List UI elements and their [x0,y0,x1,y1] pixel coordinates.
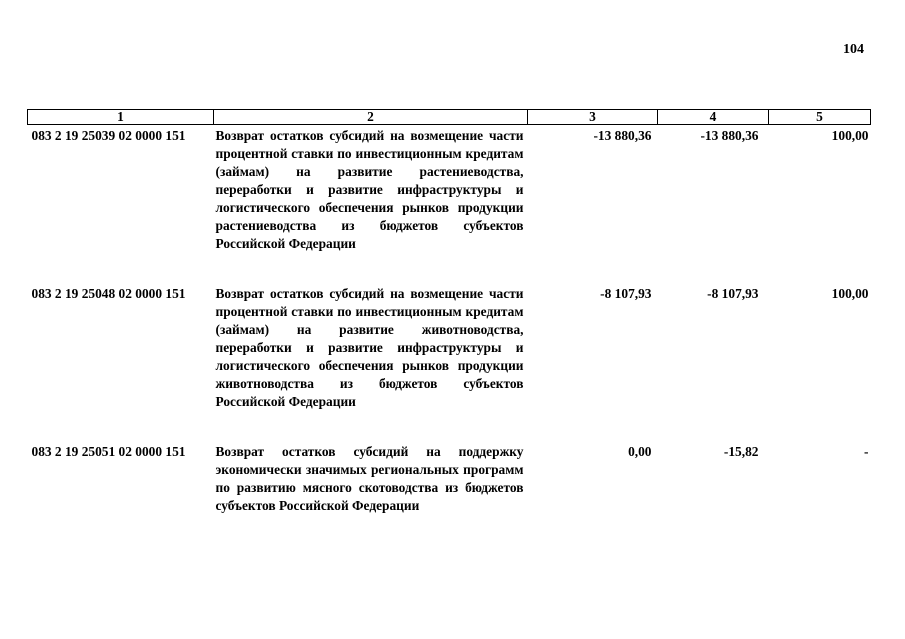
value-col-3: 0,00 [628,444,652,459]
value-col-4: -8 107,93 [707,286,759,301]
header-col-4: 4 [658,110,769,125]
value-col-5: 100,00 [831,128,869,143]
budget-code: 083 2 19 25048 02 0000 151 [31,286,186,301]
table-row [28,283,871,441]
header-col-2: 2 [214,110,528,125]
header-col-5: 5 [769,110,871,125]
value-col-4: -13 880,36 [700,128,759,143]
row-description: Возврат остатков субсидий на возмещение части процентной ставки по инвестиционным кредитам (займам) на развитие растениеводства, переработки и развитие инфраструктуры и логистического обеспечения рынков продукции растениеводства из бюджетов субъектов Российской Федерации [215,128,524,251]
value-col-5: - [864,444,869,459]
header-col-3: 3 [528,110,658,125]
page-number: 104 [843,42,864,57]
value-col-3: -8 107,93 [600,286,652,301]
budget-code: 083 2 19 25051 02 0000 151 [31,444,186,459]
budget-code: 083 2 19 25039 02 0000 151 [31,128,186,143]
table-row [28,125,871,284]
value-col-4: -15,82 [723,444,759,459]
row-description: Возврат остатков субсидий на поддержку экономически значимых региональных программ по развитию мясного скотоводства из бюджетов субъектов Российской Федерации [215,444,524,513]
value-col-5: 100,00 [831,286,869,301]
row-description: Возврат остатков субсидий на возмещение части процентной ставки по инвестиционным кредитам (займам) на развитие животноводства, переработки и развитие инфраструктуры и логистического обеспечения рынков продукции животноводства из бюджетов субъектов Российской Федерации [215,286,524,409]
header-col-1: 1 [28,110,214,125]
value-col-3: -13 880,36 [593,128,652,143]
report-table [27,109,871,545]
header-row [28,110,871,125]
table-row [28,441,871,545]
